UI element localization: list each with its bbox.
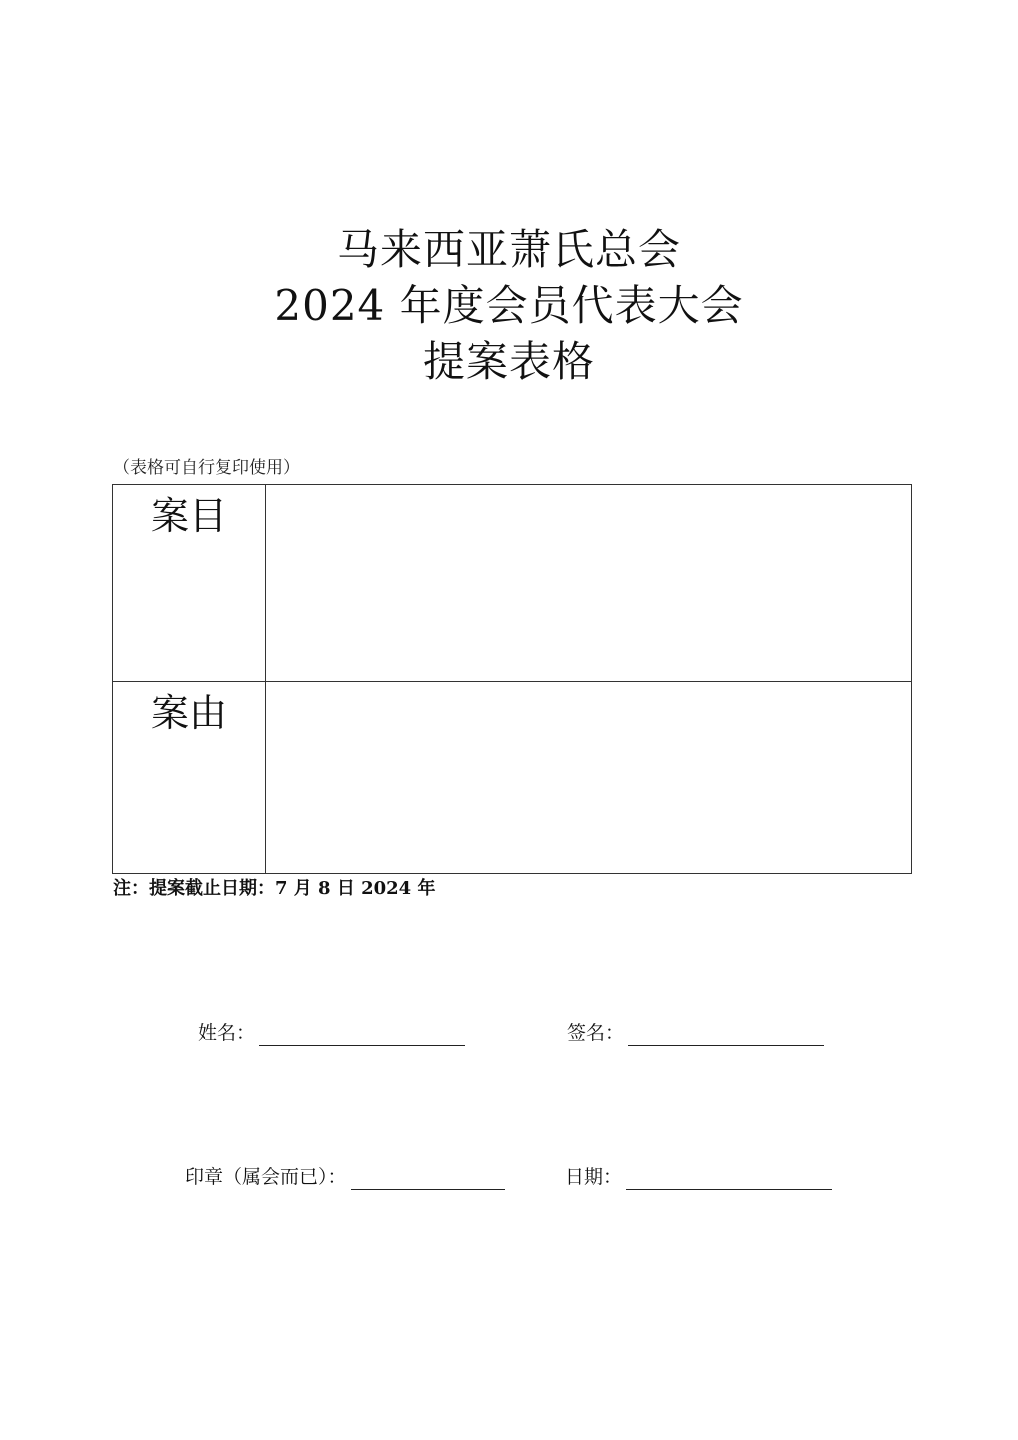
date-blank-field[interactable] [626, 1167, 832, 1190]
form-row-subject [113, 485, 911, 682]
name-row [198, 1020, 465, 1046]
seal-row [185, 1164, 505, 1190]
document-title [0, 222, 1018, 390]
title-form-name: 提案表格 [422, 337, 595, 386]
reason-label: 案由 [150, 691, 227, 735]
subject-field[interactable] [266, 485, 911, 681]
reason-field[interactable] [266, 682, 911, 873]
sign-label: 签名： [567, 1022, 625, 1044]
sign-blank-field[interactable] [628, 1023, 824, 1046]
date-label: 日期： [565, 1166, 623, 1188]
sign-row [567, 1020, 824, 1046]
title-event: 2024 年度会员代表大会 [274, 281, 744, 330]
copy-note: （表格可自行复印使用） [113, 458, 300, 478]
name-blank-field[interactable] [259, 1023, 465, 1046]
subject-label-cell [113, 485, 266, 681]
form-row-reason [113, 682, 911, 873]
date-row [565, 1164, 832, 1190]
title-organization: 马来西亚萧氏总会 [336, 225, 681, 274]
subject-label: 案目 [150, 494, 227, 538]
deadline-note: 注：提案截止日期：7 月 8 日 2024 年 [113, 878, 436, 899]
proposal-form-table [112, 484, 912, 874]
seal-label: 印章（属会而已）： [185, 1166, 347, 1188]
seal-blank-field[interactable] [351, 1167, 505, 1190]
name-label: 姓名： [198, 1022, 256, 1044]
reason-label-cell [113, 682, 266, 873]
